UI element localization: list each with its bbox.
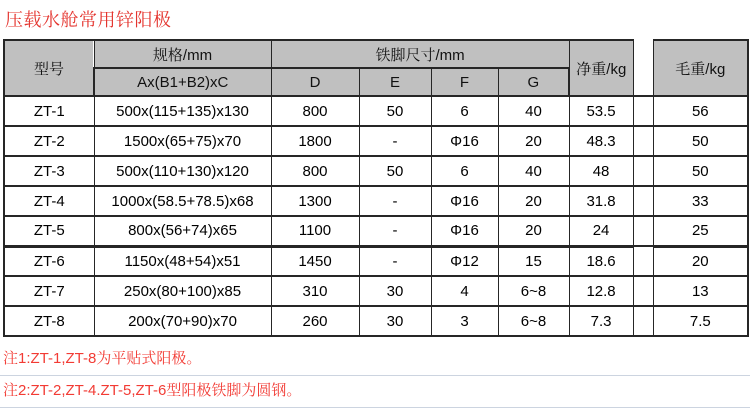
cell-g: 20 [498, 186, 569, 216]
table-row [4, 126, 748, 156]
cell-model: ZT-8 [4, 306, 94, 336]
cell-d: 800 [271, 156, 359, 186]
table-row [4, 156, 748, 186]
cell-f: 6 [431, 156, 498, 186]
col-header-gross-weight: 毛重/kg [653, 40, 748, 96]
cell-spec: 250x(80+100)x85 [94, 276, 271, 306]
anode-spec-table [3, 39, 749, 337]
footnote-1: 注1:ZT-1,ZT-8为平贴式阳极。 [0, 344, 750, 376]
cell-g: 15 [498, 246, 569, 276]
cell-g: 20 [498, 216, 569, 246]
cell-net-weight: 48 [569, 156, 633, 186]
cell-spec: 1500x(65+75)x70 [94, 126, 271, 156]
cell-gross-weight: 20 [653, 246, 748, 276]
header-row-top [4, 40, 748, 68]
cell-spec: 1150x(48+54)x51 [94, 246, 271, 276]
col-header-f: F [431, 68, 498, 96]
cell-e: 30 [359, 306, 431, 336]
cell-gross-weight: 33 [653, 186, 748, 216]
table-row [4, 276, 748, 306]
cell-gross-weight: 56 [653, 96, 748, 126]
cell-gross-weight: 7.5 [653, 306, 748, 336]
spacer-cell [633, 246, 653, 276]
cell-net-weight: 12.8 [569, 276, 633, 306]
cell-g: 40 [498, 96, 569, 126]
cell-f: Φ16 [431, 216, 498, 246]
col-header-net-weight: 净重/kg [569, 40, 633, 96]
spacer-cell [633, 186, 653, 216]
cell-e: - [359, 246, 431, 276]
cell-e: 50 [359, 96, 431, 126]
cell-e: 50 [359, 156, 431, 186]
cell-model: ZT-4 [4, 186, 94, 216]
cell-f: Φ12 [431, 246, 498, 276]
col-header-model: 型号 [4, 40, 94, 96]
page [0, 6, 750, 416]
table-header [4, 40, 748, 96]
table-body [4, 96, 748, 336]
cell-f: 6 [431, 96, 498, 126]
col-header-spec-group: 规格/mm [94, 40, 271, 68]
spacer-cell [633, 126, 653, 156]
cell-spec: 800x(56+74)x65 [94, 216, 271, 246]
col-header-spec-formula: Ax(B1+B2)xC [94, 68, 271, 96]
spacer-cell [633, 306, 653, 336]
cell-net-weight: 18.6 [569, 246, 633, 276]
table-row [4, 96, 748, 126]
cell-model: ZT-1 [4, 96, 94, 126]
cell-g: 20 [498, 126, 569, 156]
cell-d: 260 [271, 306, 359, 336]
col-header-e: E [359, 68, 431, 96]
col-header-g: G [498, 68, 569, 96]
footnotes [0, 344, 750, 408]
cell-d: 1100 [271, 216, 359, 246]
cell-f: 3 [431, 306, 498, 336]
cell-net-weight: 31.8 [569, 186, 633, 216]
table-row [4, 246, 748, 276]
cell-gross-weight: 13 [653, 276, 748, 306]
cell-f: 4 [431, 276, 498, 306]
spacer-cell [633, 156, 653, 186]
page-title: 压载水舱常用锌阳极 [5, 10, 172, 30]
cell-d: 1800 [271, 126, 359, 156]
cell-net-weight: 48.3 [569, 126, 633, 156]
cell-e: - [359, 186, 431, 216]
cell-e: 30 [359, 276, 431, 306]
cell-model: ZT-5 [4, 216, 94, 246]
footnote-2: 注2:ZT-2,ZT-4.ZT-5,ZT-6型阳极铁脚为圆钢。 [0, 376, 750, 408]
cell-e: - [359, 216, 431, 246]
cell-e: - [359, 126, 431, 156]
cell-gross-weight: 25 [653, 216, 748, 246]
cell-spec: 1000x(58.5+78.5)x68 [94, 186, 271, 216]
cell-d: 1300 [271, 186, 359, 216]
cell-f: Φ16 [431, 186, 498, 216]
spacer-cell [633, 216, 653, 246]
cell-spec: 500x(115+135)x130 [94, 96, 271, 126]
cell-d: 800 [271, 96, 359, 126]
col-header-d: D [271, 68, 359, 96]
table-row [4, 306, 748, 336]
cell-spec: 200x(70+90)x70 [94, 306, 271, 336]
cell-net-weight: 53.5 [569, 96, 633, 126]
spacer-column [633, 40, 653, 96]
cell-net-weight: 24 [569, 216, 633, 246]
spacer-cell [633, 276, 653, 306]
cell-model: ZT-3 [4, 156, 94, 186]
cell-net-weight: 7.3 [569, 306, 633, 336]
cell-d: 310 [271, 276, 359, 306]
cell-model: ZT-7 [4, 276, 94, 306]
cell-g: 6~8 [498, 306, 569, 336]
table-row [4, 216, 748, 246]
cell-g: 40 [498, 156, 569, 186]
cell-model: ZT-6 [4, 246, 94, 276]
cell-spec: 500x(110+130)x120 [94, 156, 271, 186]
cell-f: Φ16 [431, 126, 498, 156]
spacer-cell [633, 96, 653, 126]
cell-g: 6~8 [498, 276, 569, 306]
cell-gross-weight: 50 [653, 156, 748, 186]
cell-model: ZT-2 [4, 126, 94, 156]
cell-d: 1450 [271, 246, 359, 276]
col-header-foot-group: 铁脚尺寸/mm [271, 40, 569, 68]
cell-gross-weight: 50 [653, 126, 748, 156]
table-row [4, 186, 748, 216]
